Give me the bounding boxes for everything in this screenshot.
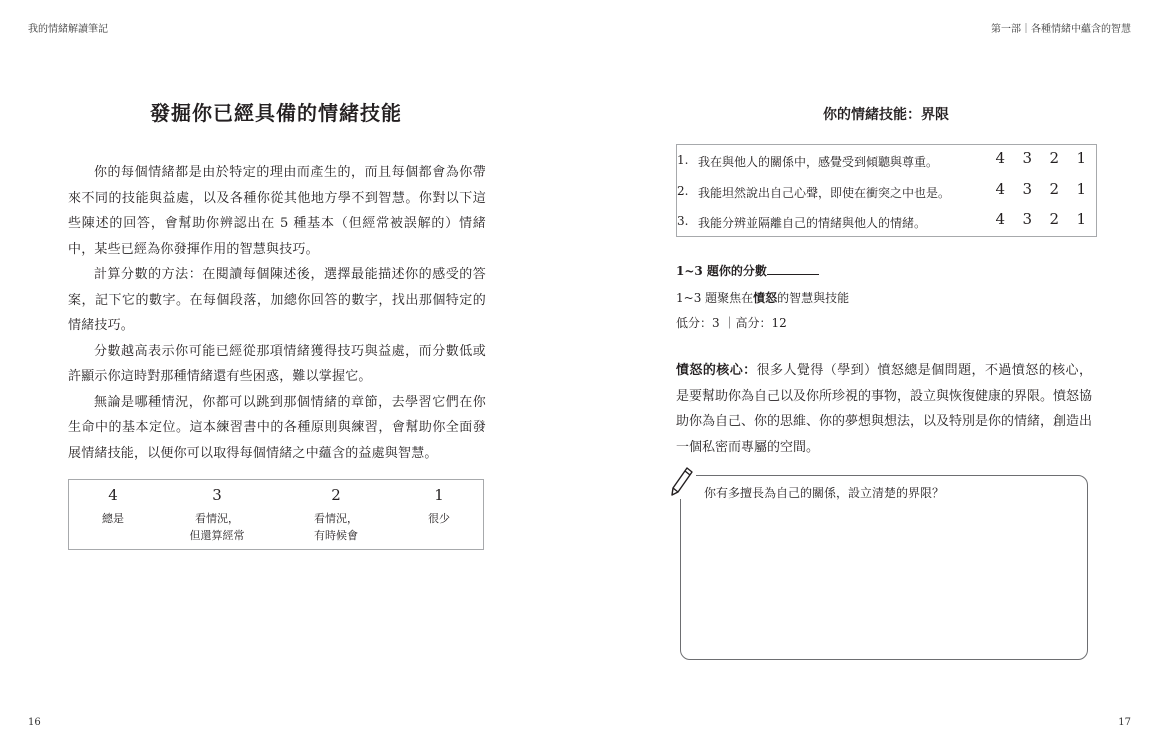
score-options	[978, 180, 1086, 198]
running-head-right: 第一部｜各種情緒中蘊含的智慧	[991, 24, 1131, 35]
score-option[interactable]: 2	[1049, 180, 1059, 198]
page-number-right: 17	[1118, 717, 1131, 728]
focus-line	[676, 289, 849, 306]
section-title: 你的情緒技能：界限	[823, 107, 949, 123]
statement-row	[677, 149, 1096, 173]
anger-core-label: 憤怒的核心：	[676, 363, 757, 378]
paragraph: 計算分數的方法：在閱讀每個陳述後，選擇最能描述你的感受的答案，記下它的數字。在每個段落，加總你回答的數字，找出那個特定的情緒技巧。	[68, 267, 486, 333]
score-option[interactable]: 1	[1076, 149, 1086, 167]
score-options	[978, 149, 1086, 167]
score-range: 低分：3 ｜高分：12	[676, 316, 787, 330]
score-option[interactable]: 2	[1049, 210, 1059, 228]
rating-scale-legend	[68, 479, 484, 550]
score-option[interactable]: 4	[995, 149, 1005, 167]
scale-option	[379, 480, 499, 527]
statement-text: 我能坦然說出自己心聲，即使在衝突之中也是。	[698, 186, 951, 200]
paragraph: 你的每個情緒都是由於特定的理由而產生的，而且每個都會為你帶來不同的技能與益處，以及各種你從其他地方學不到智慧。你對以下這些陳述的回答，會幫助你辨認出在 5 種基本（但經常被誤解的）情緒中，某些已經為你發揮作用的智慧與技巧。	[68, 165, 486, 257]
focus-suffix: 的智慧與技能	[777, 291, 850, 305]
scale-option	[157, 480, 277, 544]
focus-emotion: 憤怒	[753, 291, 778, 305]
statement-text: 我在與他人的關係中，感覺受到傾聽與尊重。	[698, 155, 939, 169]
score-option[interactable]: 1	[1076, 180, 1086, 198]
reflection-question: 你有多擅長為自己的關係，設立清楚的界限？	[704, 486, 945, 500]
page-title: 發掘你已經具備的情緒技能	[150, 101, 402, 125]
scale-value: 3	[212, 486, 222, 504]
paragraph: 分數越高表示你可能已經從那項情緒獲得技巧與益處，而分數低或許顯示你這時對那種情緒還有些困惑，難以掌握它。	[68, 343, 486, 384]
pen-icon-graphic	[668, 465, 696, 499]
score-option[interactable]: 3	[1022, 180, 1032, 198]
score-option[interactable]: 1	[1076, 210, 1086, 228]
score-option[interactable]: 3	[1022, 210, 1032, 228]
scale-label: 總是	[102, 512, 124, 525]
score-heading	[676, 262, 819, 279]
focus-prefix: 1~3 題聚焦在	[676, 291, 754, 305]
score-option[interactable]: 4	[995, 180, 1005, 198]
statements-table	[676, 144, 1097, 237]
statement-text: 我能分辨並隔離自己的情緒與他人的情緒。	[698, 216, 927, 230]
score-option[interactable]: 2	[1049, 149, 1059, 167]
scale-value: 4	[108, 486, 118, 504]
statement-row	[677, 210, 1096, 234]
paragraph: 無論是哪種情況，你都可以跳到那個情緒的章節，去學習它們在你生命中的基本定位。這本練習書中的各種原則與練習，會幫助你全面發展情緒技能，以便你可以取得每個情緒之中蘊含的益處與智慧。	[68, 394, 486, 461]
scale-label: 看情況， 有時候會	[314, 512, 358, 542]
scale-value: 1	[434, 486, 444, 504]
scale-label: 很少	[428, 512, 450, 525]
scale-label: 看情況， 但還算經常	[189, 512, 245, 542]
statement-number: 3.	[677, 214, 689, 228]
page-number-left: 16	[28, 717, 41, 728]
scale-option	[53, 480, 173, 527]
statement-number: 2.	[677, 184, 689, 198]
statement-row	[677, 180, 1096, 204]
reflection-writing-box[interactable]	[680, 475, 1088, 660]
score-heading-label: 1~3 題你的分數	[676, 264, 767, 278]
score-option[interactable]: 4	[995, 210, 1005, 228]
anger-core-text	[676, 358, 1092, 460]
running-head-left: 我的情緒解讀筆記	[28, 24, 108, 35]
anger-core-body: 很多人覺得（學到）憤怒總是個問題，不過憤怒的核心，是要幫助你為自己以及你所珍視的事物，設立與恢復健康的界限。憤怒協助你為自己、你的思維、你的夢想與想法，以及特別是你的情緒，創造出一個私密而專屬的空間。	[676, 363, 1093, 455]
scale-value: 2	[331, 486, 341, 504]
statement-number: 1.	[677, 153, 689, 167]
score-options	[978, 210, 1086, 228]
pen-icon	[668, 465, 696, 499]
intro-text	[68, 160, 486, 466]
score-blank[interactable]	[767, 262, 819, 275]
score-option[interactable]: 3	[1022, 149, 1032, 167]
scale-option	[276, 480, 396, 544]
